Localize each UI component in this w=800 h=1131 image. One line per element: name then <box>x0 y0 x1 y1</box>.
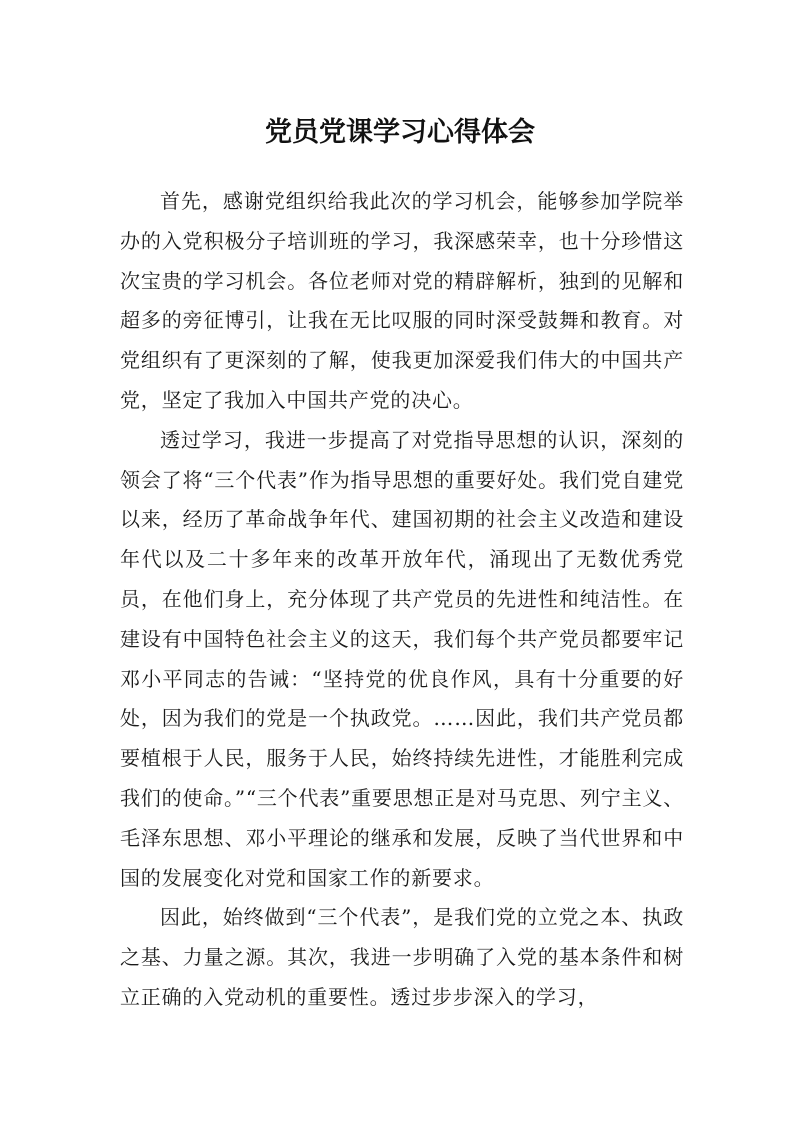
paragraph: 透过学习，我进一步提高了对党指导思想的认识，深刻的领会了将“三个代表”作为指导思想的重要好处。我们党自建党以来，经历了革命战争年代、建国初期的社会主义改造和建设年代以及二十多年来的改革开放年代，涌现出了无数优秀党员，在他们身上，充分体现了共产党员的先进性和纯洁性。在建设有中国特色社会主义的这天，我们每个共产党员都要牢记邓小平同志的告诫：“坚持党的优良作风，具有十分重要的好处，因为我们的党是一个执政党。……因此，我们共产党员都要植根于人民，服务于人民，始终持续先进性，才能胜利完成我们的使命。”“三个代表”重要思想正是对马克思、列宁主义、毛泽东思想、邓小平理论的继承和发展，反映了当代世界和中国的发展变化对党和国家工作的新要求。 <box>120 427 684 890</box>
document-body <box>120 182 684 1018</box>
paragraph: 首先，感谢党组织给我此次的学习机会，能够参加学院举办的入党积极分子培训班的学习，我深感荣幸，也十分珍惜这次宝贵的学习机会。各位老师对党的精辟解析，独到的见解和超多的旁征博引，让我在无比叹服的同时深受鼓舞和教育。对党组织有了更深刻的了解，使我更加深爱我们伟大的中国共产党，坚定了我加入中国共产党的决心。 <box>120 189 684 412</box>
document-title: 党员党课学习心得体会 <box>265 117 535 149</box>
paragraph: 因此，始终做到“三个代表”，是我们党的立党之本、执政之基、力量之源。其次，我进一步明确了入党的基本条件和树立正确的入党动机的重要性。透过步步深入的学习， <box>120 905 684 1009</box>
